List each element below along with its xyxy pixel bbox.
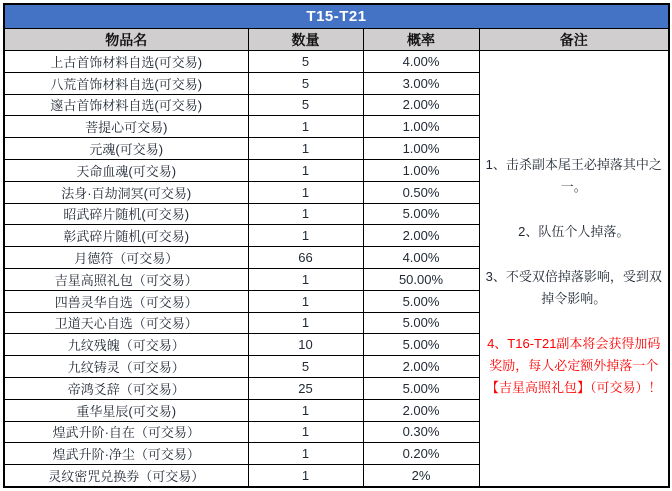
probability-cell: 2.00% — [363, 356, 479, 378]
probability-cell: 1.00% — [363, 159, 479, 181]
item-name-cell: 煌武升阶·自在（可交易） — [4, 421, 248, 443]
probability-cell: 2.00% — [363, 399, 479, 421]
quantity-cell: 1 — [248, 421, 363, 443]
note-4-highlight: 4、T16-T21副本将会获得加码奖励，每人必定额外掉落一个【吉星高照礼包】（可交易）！ — [486, 336, 662, 395]
quantity-cell: 1 — [248, 312, 363, 334]
item-name-cell: 卫道天心自选（可交易） — [4, 312, 248, 334]
probability-cell: 2.00% — [363, 94, 479, 116]
quantity-cell: 1 — [248, 399, 363, 421]
probability-cell: 0.30% — [363, 421, 479, 443]
header-row — [4, 29, 669, 51]
item-name-cell: 彰武碎片随机(可交易) — [4, 225, 248, 247]
table-title: T15-T21 — [4, 4, 669, 29]
notes-stack — [486, 138, 663, 399]
column-header-quantity: 数量 — [248, 29, 363, 51]
note-2: 2、队伍个人掉落。 — [518, 224, 630, 239]
item-name-cell: 元魂(可交易) — [4, 138, 248, 160]
probability-cell: 5.00% — [363, 312, 479, 334]
item-name-cell: 四兽灵华自选（可交易） — [4, 290, 248, 312]
quantity-cell: 5 — [248, 72, 363, 94]
loot-table-sheet — [3, 3, 670, 488]
probability-cell: 0.50% — [363, 181, 479, 203]
item-name-cell: 九纹铸灵（可交易） — [4, 356, 248, 378]
item-name-cell: 昭武碎片随机(可交易) — [4, 203, 248, 225]
item-name-cell: 九纹残魄（可交易） — [4, 334, 248, 356]
quantity-cell: 5 — [248, 51, 363, 73]
quantity-cell: 1 — [248, 268, 363, 290]
column-header-probability: 概率 — [363, 29, 479, 51]
probability-cell: 1.00% — [363, 116, 479, 138]
probability-cell: 2% — [363, 465, 479, 487]
probability-cell: 0.20% — [363, 443, 479, 465]
probability-cell: 5.00% — [363, 290, 479, 312]
quantity-cell: 5 — [248, 356, 363, 378]
item-name-cell: 上古首饰材料自选(可交易) — [4, 51, 248, 73]
probability-cell: 4.00% — [363, 51, 479, 73]
quantity-cell: 5 — [248, 94, 363, 116]
quantity-cell: 1 — [248, 203, 363, 225]
probability-cell: 4.00% — [363, 247, 479, 269]
item-name-cell: 帝鸿爻辞（可交易） — [4, 377, 248, 399]
quantity-cell: 1 — [248, 138, 363, 160]
item-name-cell: 煌武升阶·净尘（可交易） — [4, 443, 248, 465]
quantity-cell: 1 — [248, 290, 363, 312]
quantity-cell: 1 — [248, 225, 363, 247]
quantity-cell: 10 — [248, 334, 363, 356]
remarks-cell — [479, 51, 669, 488]
loot-table — [3, 3, 670, 488]
quantity-cell: 1 — [248, 443, 363, 465]
quantity-cell: 1 — [248, 116, 363, 138]
note-3: 3、不受双倍掉落影响，受到双掉令影响。 — [485, 269, 662, 306]
quantity-cell: 1 — [248, 181, 363, 203]
column-header-item-name: 物品名 — [4, 29, 248, 51]
item-name-cell: 重华星辰(可交易) — [4, 399, 248, 421]
quantity-cell: 1 — [248, 465, 363, 487]
quantity-cell: 66 — [248, 247, 363, 269]
probability-cell: 5.00% — [363, 334, 479, 356]
quantity-cell: 1 — [248, 159, 363, 181]
table-row — [4, 51, 669, 73]
item-name-cell: 邃古首饰材料自选(可交易) — [4, 94, 248, 116]
item-name-cell: 菩提心可交易) — [4, 116, 248, 138]
title-row — [4, 4, 669, 29]
probability-cell: 50.00% — [363, 268, 479, 290]
note-1: 1、击杀副本尾王必掉落其中之一。 — [485, 157, 662, 194]
probability-cell: 3.00% — [363, 72, 479, 94]
probability-cell: 5.00% — [363, 203, 479, 225]
item-name-cell: 天命血魂(可交易) — [4, 159, 248, 181]
item-name-cell: 法身·百劫洞冥(可交易) — [4, 181, 248, 203]
quantity-cell: 25 — [248, 377, 363, 399]
item-name-cell: 月德符（可交易） — [4, 247, 248, 269]
item-name-cell: 吉星高照礼包（可交易） — [4, 268, 248, 290]
probability-cell: 5.00% — [363, 377, 479, 399]
probability-cell: 1.00% — [363, 138, 479, 160]
column-header-remark: 备注 — [479, 29, 669, 51]
item-name-cell: 灵纹密咒兑换券（可交易） — [4, 465, 248, 487]
item-name-cell: 八荒首饰材料自选(可交易) — [4, 72, 248, 94]
probability-cell: 2.00% — [363, 225, 479, 247]
